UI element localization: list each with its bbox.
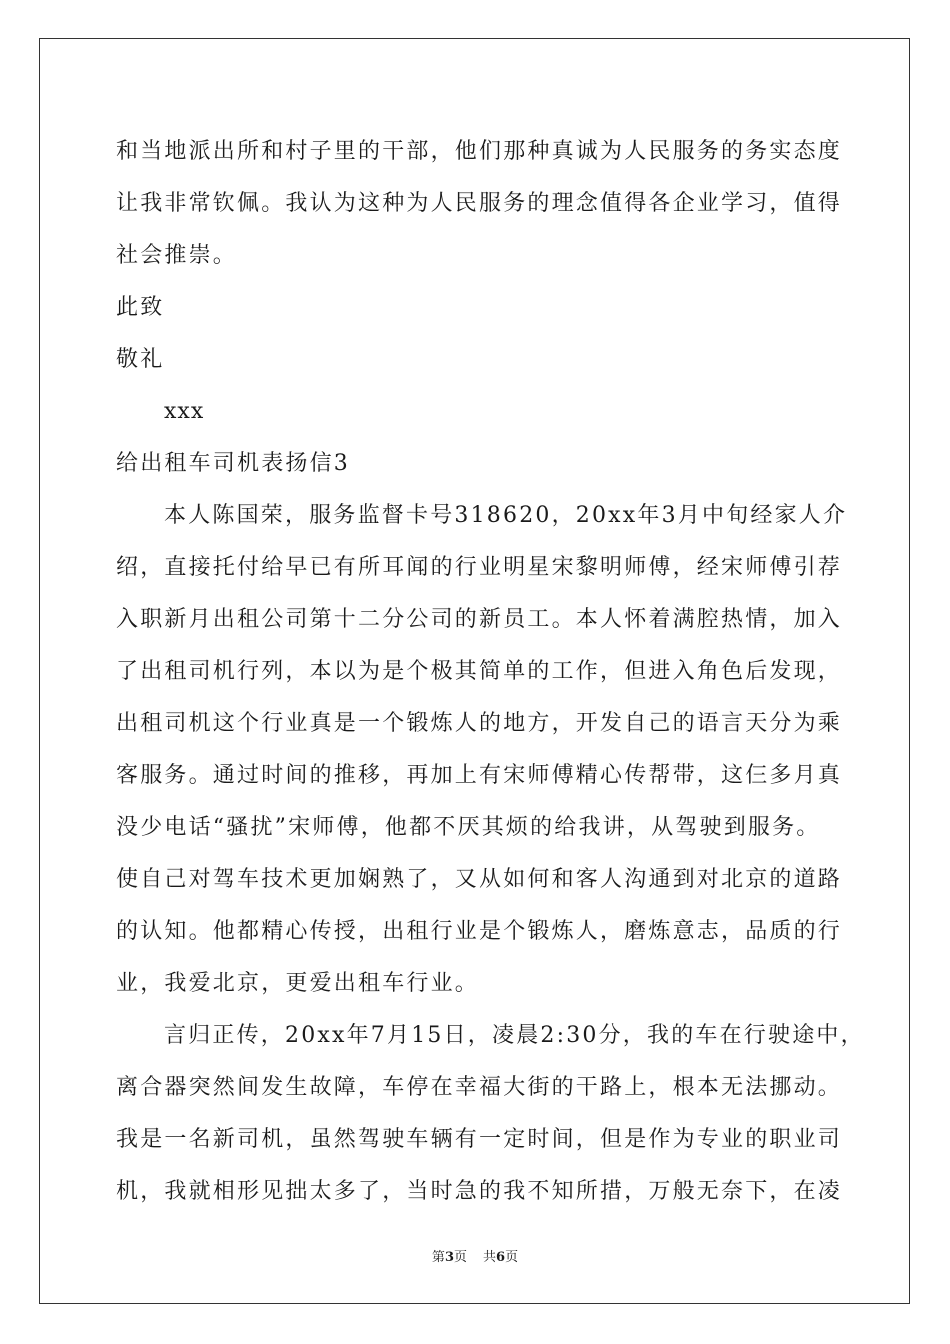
paragraph-line: 的认知。他都精心传授，出租行业是个锻炼人，磨炼意志，品质的行 — [116, 919, 843, 944]
paragraph-line: 出租司机这个行业真是一个锻炼人的地方，开发自己的语言天分为乘 — [116, 711, 843, 736]
page-suffix: 页 — [453, 1250, 467, 1265]
paragraph-line: 言归正传，20xx年7月15日，凌晨2:30分，我的车在行驶途中， — [164, 1023, 865, 1048]
document-body — [116, 126, 865, 1218]
paragraph-line: 绍，直接托付给早已有所耳闻的行业明星宋黎明师傅，经宋师傅引荐 — [116, 555, 843, 580]
paragraph-line: 没少电话“骚扰”宋师傅，他都不厌其烦的给我讲，从驾驶到服务。 — [116, 815, 821, 840]
page-current: 3 — [444, 1250, 454, 1265]
paragraph-line: 了出租司机行列，本以为是个极其简单的工作，但进入角色后发现， — [116, 659, 843, 684]
paragraph-line: 入职新月出租公司第十二分公司的新员工。本人怀着满腔热情，加入 — [116, 607, 843, 632]
signature: xxx — [164, 399, 205, 424]
page-footer — [0, 1246, 950, 1265]
paragraph-line: 客服务。通过时间的推移，再加上有宋师傅精心传帮带，这仨多月真 — [116, 763, 843, 788]
total-suffix: 页 — [505, 1250, 519, 1265]
paragraph-line: 使自己对驾车技术更加娴熟了，又从如何和客人沟通到对北京的道路 — [116, 867, 843, 892]
section-title: 给出租车司机表扬信3 — [116, 451, 350, 476]
body-line: 和当地派出所和村子里的干部，他们那种真诚为人民服务的务实态度 — [116, 139, 843, 164]
body-line: 社会推崇。 — [116, 243, 238, 268]
closing-respect: 敬礼 — [116, 347, 165, 372]
paragraph-line: 本人陈国荣，服务监督卡号318620，20xx年3月中旬经家人介 — [164, 503, 848, 528]
body-line: 让我非常钦佩。我认为这种为人民服务的理念值得各企业学习，值得 — [116, 191, 843, 216]
total-prefix: 共 — [483, 1250, 497, 1265]
paragraph-line: 离合器突然间发生故障，车停在幸福大街的干路上，根本无法挪动。 — [116, 1075, 843, 1100]
page-total: 6 — [496, 1250, 506, 1265]
paragraph-line: 机，我就相形见拙太多了，当时急的我不知所措，万般无奈下，在凌 — [116, 1179, 843, 1204]
closing-salutation: 此致 — [116, 295, 165, 320]
page-prefix: 第 — [431, 1250, 445, 1265]
paragraph-line: 我是一名新司机，虽然驾驶车辆有一定时间，但是作为专业的职业司 — [116, 1127, 843, 1152]
paragraph-line: 业，我爱北京，更爱出租车行业。 — [116, 971, 480, 996]
